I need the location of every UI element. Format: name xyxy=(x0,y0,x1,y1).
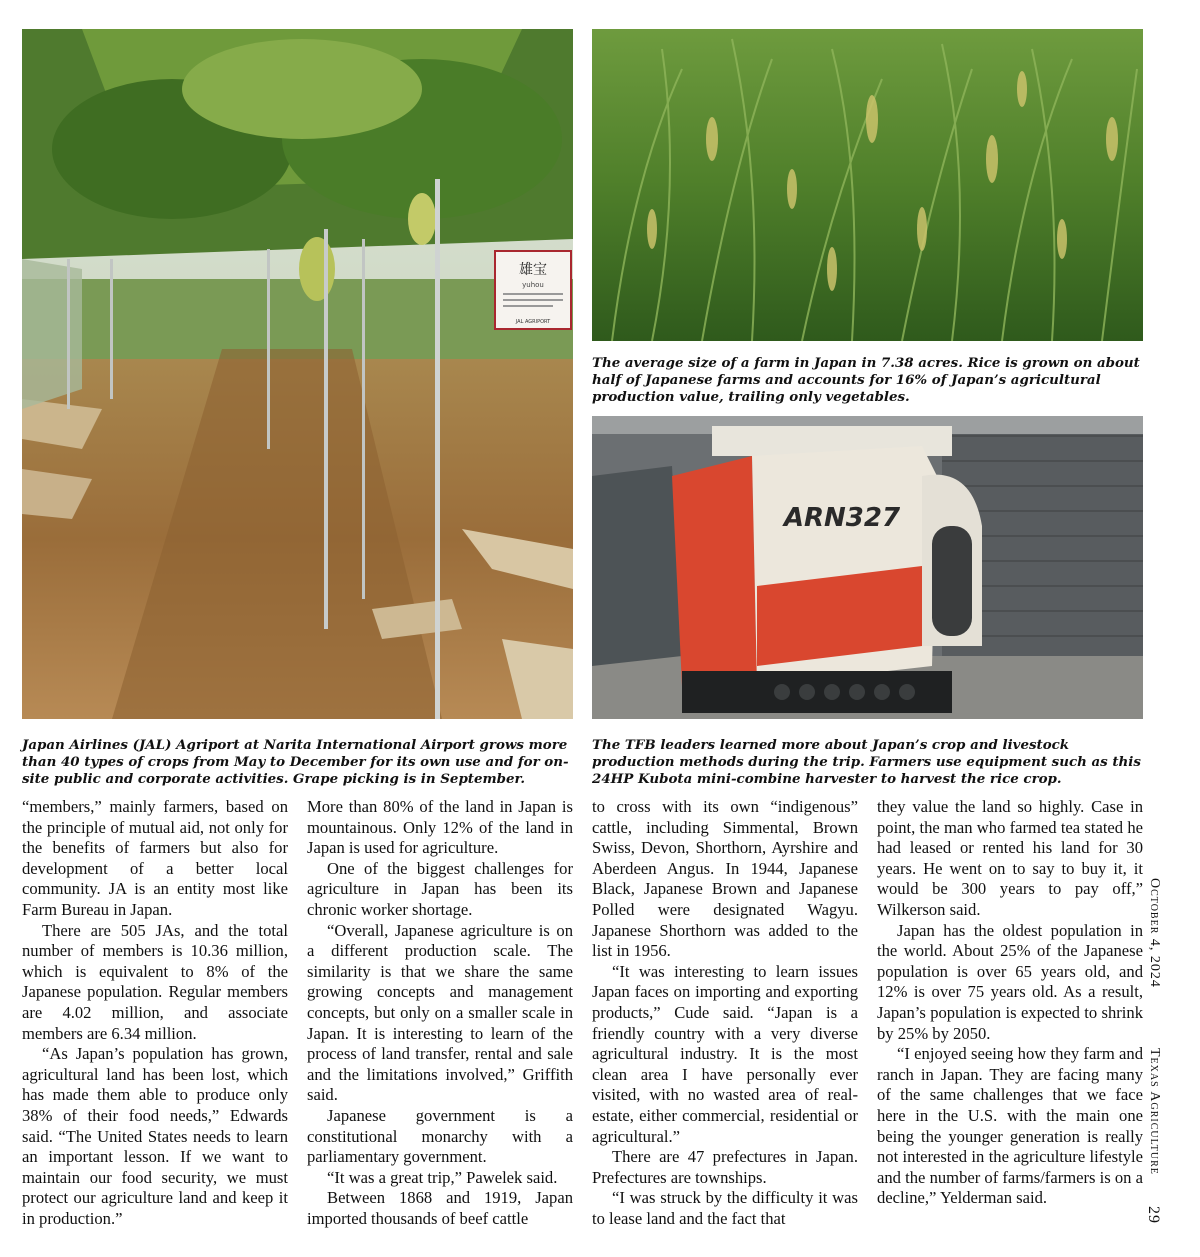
page-number: 29 xyxy=(1145,1206,1162,1224)
publication-name: Texas Agriculture xyxy=(1147,1048,1162,1175)
paragraph: “I enjoyed seeing how they farm and ranch in Japan. They are facing many of the same challenges that we face here in the U.S. with the main one being the younger generation is really not interested in the agriculture lifestyle and the number of farms/farmers is on a decline,” Yelderman said. xyxy=(877,1044,1143,1208)
caption-rice: The average size of a farm in Japan in 7.38 acres. Rice is grown on about half of Japanese farms and accounts for 16% of Japan’s agricultural production value, trailing only vegetables. xyxy=(592,355,1140,405)
paragraph: “I was struck by the difficulty it was to lease land and the fact that xyxy=(592,1188,858,1228)
sign-en-label: yuhou xyxy=(522,281,544,289)
paragraph: “It was a great trip,” Pawelek said. xyxy=(327,1167,558,1187)
paragraph: Japan has the oldest population in the world. About 25% of the Japanese population is over 65 years old, and 12% is over 75 years old. As a result, Japan’s population is expected to shrink by 25% by 2050. xyxy=(877,920,1143,1043)
combine-harvester-photo xyxy=(592,416,1143,719)
paragraph: to cross with its own “indigenous” cattle, including Simmental, Brown Swiss, Devon, Shorthorn, Ayrshire and Aberdeen Angus. In 1944, Japanese Black, Japanese Brown and Japanese Polled were designated Wagyu. Japanese Shorthorn was added to the list in 1956. xyxy=(592,797,858,961)
sign-jp-label: 雄宝 xyxy=(519,262,547,278)
text-column-2 xyxy=(307,797,573,1229)
caption-harvester: The TFB leaders learned more about Japan’s crop and livestock production methods during the trip. Farmers use equipment such as this 24HP Kubota mini-combine harvester to harvest the rice crop. xyxy=(592,737,1141,787)
machine-model-label: ARN327 xyxy=(783,503,901,533)
paragraph: There are 47 prefectures in Japan. Prefectures are townships. xyxy=(592,1147,858,1187)
paragraph: “members,” mainly farmers, based on the principle of mutual aid, not only for the benefits of farmers but also for development of a better local community. JA is an entity most like Farm Bureau in Japan. xyxy=(22,797,288,919)
issue-date: October 4, 2024 xyxy=(1147,878,1162,988)
paragraph: Japanese government is a constitutional monarchy with a parliamentary government. xyxy=(307,1105,573,1167)
rice-field-photo xyxy=(592,29,1143,341)
text-column-1 xyxy=(22,797,288,1229)
paragraph: One of the biggest challenges for agriculture in Japan has been its chronic worker shortage. xyxy=(307,858,573,919)
paragraph: “Overall, Japanese agriculture is on a different production scale. The similarity is that we share the same growing concepts and management concepts, but only on a smaller scale in Japan. It is interesting to learn of the process of land transfer, rental and sale and the limitations involved,” Griffith said. xyxy=(307,920,573,1105)
caption-grapes: Japan Airlines (JAL) Agriport at Narita International Airport grows more than 40 types of crops from May to December for its own use and for on-site public and corporate activities. Grape picking is in September. xyxy=(22,737,569,787)
paragraph: “As Japan’s population has grown, agricultural land has been lost, which has made them able to produce only 38% of their food needs,” Edwards said. “The United States needs to learn an important lesson. If we want to maintain our food security, we must protect our agriculture land and keep it in production.” xyxy=(22,1044,288,1228)
paragraph: There are 505 JAs, and the total number of members is 10.36 million, which is equivalent to 8% of the Japanese population. Regular members are 4.02 million, and associate members are 6.34 million. xyxy=(22,920,288,1043)
text-column-3 xyxy=(592,797,858,1229)
sign-brand-label: JAL AGRIPORT xyxy=(515,319,551,325)
paragraph: they value the land so highly. Case in point, the man who farmed tea stated he had leased or rented his land for 30 years. He went on to say to buy it, it would be 300 years to pay off,” Wilkerson said. xyxy=(877,797,1143,919)
paragraph: “It was interesting to learn issues Japan faces on importing and exporting products,” Cude said. “Japan is a friendly country with a very diverse agricultural industry. It is the most clean area I have personally ever visited, with no wasted area of real-estate, either commercial, residential or agricultural.” xyxy=(592,961,858,1146)
text-column-4 xyxy=(877,797,1143,1209)
grape-arbor-photo xyxy=(22,29,573,719)
paragraph: Between 1868 and 1919, Japan imported thousands of beef cattle xyxy=(307,1188,573,1228)
paragraph: More than 80% of the land in Japan is mountainous. Only 12% of the land in Japan is used for agriculture. xyxy=(307,797,573,858)
